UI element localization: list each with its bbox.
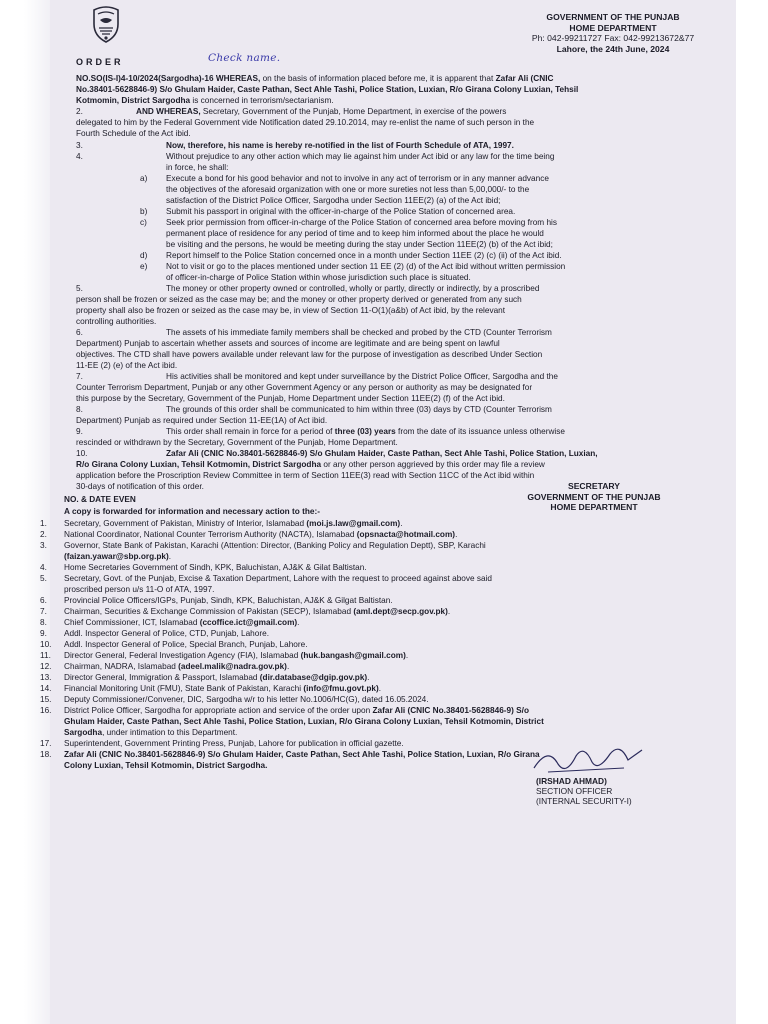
no-date-even: NO. & DATE EVEN [64,495,136,504]
para-1-line-2: No.38401-5628846-9) S/o Ghulam Haider, Caste Pathan, Sect Ahle Tashi, Police Station, Luxian, R/o Girana Colony Luxian, Tehsil [76,85,579,94]
recipient-3: Governor, State Bank of Pakistan, Karachi (Attention: Director, (Banking Policy and Regulation Deptt), SBP, Karachi [64,541,486,550]
para-7-number: 7. [76,372,83,381]
recipient-tail: . [455,530,458,539]
recipient-text: Director General, Immigration & Passport, Islamabad [64,673,260,682]
recipient-16 [64,706,529,716]
recipient-10: Addl. Inspector General of Police, Special Branch, Punjab, Lahore. [64,640,308,649]
para-10-address: R/o Girana Colony Luxian, Tehsil Kotmomin, District Sargodha [76,460,322,469]
para-6-line-1: The assets of his immediate family members shall be checked and probed by the CTD (Counter Terrorism [166,328,552,337]
recipient-12 [64,662,289,672]
para-2-text: Secretary, Government of the Punjab, Home Department, in exercise of the powers [200,107,507,116]
recipient-bold: Sargodha [64,728,103,737]
para-10-text: or any other person aggrieved by this order may file a review [321,460,545,469]
accused-name: Zafar Ali (CNIC [495,74,554,83]
recipient-text: National Coordinator, National Counter Terrorism Authority (NACTA), Islamabad [64,530,357,539]
recipient-9-number: 9. [40,629,47,638]
recipient-13-number: 13. [40,673,52,682]
para-1-line-3 [76,96,334,106]
recipient-tail: . [405,651,409,660]
clause-e-line-1: Not to visit or go to the places mentioned under section 11 EE (2) (d) of the Act ibid without written permission [166,262,566,271]
para-8-number: 8. [76,405,83,414]
recipient-email: (adeel.malik@nadra.gov.pk) [178,662,287,671]
contact-line: Ph: 042-99211727 Fax: 042-99213672&77 [531,33,695,43]
para-10-line-1: Zafar Ali (CNIC No.38401-5628846-9) S/o Ghulam Haider, Caste Pathan, Sect Ahle Tashi, Police Station, Luxian, [166,449,598,458]
recipient-5-line-2: proscribed person u/s 11-O of ATA, 1997. [64,585,215,594]
para-10-line-4: 30-days of notification of this order. [76,482,204,491]
recipient-14-number: 14. [40,684,52,693]
para-10-line-3: application before the Proscription Review Committee in term of Section 11EE(3) read with Section 11CC of the Act ibid within [76,471,535,480]
recipient-text: Chairman, Securities & Exchange Commission of Pakistan (SECP), Islamabad [64,607,354,616]
recipient-tail: . [297,618,300,627]
copy-forwarded-intro: A copy is forwarded for information and necessary action to the:- [64,507,320,516]
recipient-12-number: 12. [40,662,52,671]
officer-unit: (INTERNAL SECURITY-I) [536,796,632,806]
clause-c-line-1: Seek prior permission from officer-in-charge of the Police Station of concerned area before moving from his [166,218,557,227]
recipient-4-number: 4. [40,563,47,572]
date-line: Lahore, the 24th June, 2024 [556,43,670,54]
recipient-tail: . [447,607,451,616]
section-officer-block [536,776,656,806]
order-title: ORDER [76,57,124,67]
para-4-line-2: in force, he shall: [166,163,229,172]
clause-e-line-2: of officer-in-charge of Police Station within whose jurisdiction such place is situated. [166,273,471,282]
clause-b-line-1: Submit his passport in original with the officer-in-charge of the Police Station of concerned area. [166,207,516,216]
scan-edge [24,0,50,1024]
recipient-11 [64,651,408,661]
district-text: Kotmomin, District Sargodha [76,96,191,105]
secretary-dept: HOME DEPARTMENT [550,502,638,512]
handwritten-note: Check name. [208,52,281,64]
recipient-8-number: 8. [40,618,47,627]
govt-line: GOVERNMENT OF THE PUNJAB [546,12,680,22]
recipient-5-number: 5. [40,574,47,583]
recipient-7 [64,607,450,617]
recipient-3-number: 3. [40,541,47,550]
recipient-text: Chief Commissioner, ICT, Islamabad [64,618,200,627]
para-9-line-1 [166,427,565,437]
recipient-14 [64,684,381,694]
para-6-number: 6. [76,328,83,337]
clause-b-label: b) [140,207,148,216]
recipient-4: Home Secretaries Government of Sindh, KPK, Baluchistan, AJ&K & Gilat Baltistan. [64,563,367,572]
para-5-line-1: The money or other property owned or controlled, wholly or partly, directly or indirectly, by a proscribed [166,284,540,293]
recipient-email: (dir.database@dgip.gov.pk) [259,673,368,682]
para-5-line-3: property shall also be frozen or seized as the case may be, in view of Section 11-O(1)(a&b) of Act ibid, by the relevant [76,306,506,315]
para-6-line-2: Department) Punjab to ascertain whether assets and sources of income are legitimate and are being spent on lawful [76,339,500,348]
para-2-number: 2. [76,107,83,116]
secretary-govt: GOVERNMENT OF THE PUNJAB [527,491,661,502]
recipient-1 [64,519,402,529]
clause-a-line-3: satisfaction of the District Police Officer, Sargodha under Section 11EE(2) (a) of the Act ibid; [166,196,501,205]
recipient-17: Superintendent, Government Printing Press, Punjab, Lahore for publication in official gazette. [64,739,404,748]
clause-a-line-1: Execute a bond for his good behavior and not to involve in any act of terrorism or in any manner advance [166,174,549,183]
punjab-emblem-icon [88,4,124,44]
clause-d-label: d) [140,251,148,260]
para-6-line-3: objectives. The CTD shall have powers available under relevant law for the purpose of investigation as described Under Section [76,350,543,359]
para-7-line-2: Counter Terrorism Department, Punjab or any other Government Agency or any person or authority as may be designated for [76,383,533,392]
recipient-tail: . [400,519,403,528]
recipient-8 [64,618,299,628]
para-7-line-3: this purpose by the Secretary, Government of the Punjab, Home Department under Section 11EE(2) (f) of the Act ibid. [76,394,505,403]
recipient-18: Zafar Ali (CNIC No.38401-5628846-9) S/o Ghulam Haider, Caste Pathan, Sect Ahle Tashi, Police Station, Luxian, R/o Girana [64,750,540,759]
para-5-number: 5. [76,284,83,293]
clause-c-label: c) [140,218,147,227]
recipient-6: Provincial Police Officers/IGPs, Punjab, Sindh, KPK, Baluchistan, AJ&K & Gilgat Baltistan. [64,596,393,605]
para-4-number: 4. [76,152,83,161]
para-1-text: on the basis of information placed before me, it is apparent that [260,74,496,83]
para-4-line-1: Without prejudice to any other action which may lie against him under Act ibid or any law for the time being [166,152,555,161]
para-6-line-4: 11-EE (2) (e) of the Act ibid. [76,361,178,370]
recipient-email: (ccoffice.ict@gmail.com) [199,618,298,627]
officer-name: (IRSHAD AHMAD) [536,776,607,786]
recipient-tail: . [286,662,290,671]
para-1-line-1 [76,74,553,84]
para-10-line-2 [76,460,545,470]
recipient-17-number: 17. [40,739,52,748]
recipient-email: (huk.bangash@gmail.com) [300,651,406,660]
recipient-7-number: 7. [40,607,47,616]
recipient-2-number: 2. [40,530,47,539]
secretary-title: SECRETARY [567,481,621,491]
recipient-tail: , under intimation to this Department. [102,728,238,737]
clause-a-line-2: the objectives of the aforesaid organization with one or more sureties not less than 5,00,000/- to the [166,185,530,194]
recipient-16-number: 16. [40,706,52,715]
para-9-line-2: rescinded or withdrawn by the Secretary, Government of the Punjab, Home Department. [76,438,398,447]
recipient-5: Secretary, Govt. of the Punjab, Excise & Taxation Department, Lahore with the request to proceed against above said [64,574,493,583]
para-1-tail: is concerned in terrorism/sectarianism. [190,96,334,105]
para-8-line-1: The grounds of this order shall be communicated to him within three (03) days by CTD (Counter Terrorism [166,405,552,414]
para-2-line-1 [136,107,506,117]
para-9-text-a: This order shall remain in force for a period of [166,427,335,436]
officer-signature [528,742,648,778]
recipient-email: (faizan.yawar@sbp.org.pk) [64,552,169,561]
recipient-16-line-2: Ghulam Haider, Caste Pathan, Sect Ahle Tashi, Police Station, Luxian, R/o Girana Colony Luxian, Tehsil Kotmomin, District [64,717,544,726]
recipient-11-number: 11. [40,651,51,660]
para-7-line-1: His activities shall be monitored and kept under surveillance by the District Police Officer, Sargodha and the [166,372,558,381]
letterhead [498,12,728,54]
clause-e-label: e) [140,262,148,271]
recipient-bold: Zafar Ali (CNIC No.38401-5628846-9) S/o [372,706,529,715]
recipient-email: (aml.dept@secp.gov.pk) [353,607,448,616]
para-2-lead: AND WHEREAS, [136,107,201,116]
recipient-10-number: 10. [40,640,52,649]
recipient-15-number: 15. [40,695,52,704]
recipient-text: District Police Officer, Sargodha for appropriate action and service of the order upon [64,706,373,715]
recipient-email: (moi.js.law@gmail.com) [306,519,401,528]
recipient-tail: . [367,673,370,682]
para-9-number: 9. [76,427,83,436]
recipient-18-number: 18. [40,750,52,759]
recipient-text: Financial Monitoring Unit (FMU), State Bank of Pakistan, Karachi [64,684,304,693]
recipient-tail: . [168,552,172,561]
para-2-line-2: delegated to him by the Federal Government vide Notification dated 29.10.2014, may re-enlist the name of such person in the [76,118,535,127]
department-line: HOME DEPARTMENT [569,22,657,33]
para-5-line-4: controlling authorities. [76,317,157,326]
recipient-3-line-2 [64,552,171,562]
para-3-text: Now, therefore, his name is hereby re-notified in the list of Fourth Schedule of ATA, 1997. [166,141,514,150]
para-9-text-c: from the date of its issuance unless otherwise [395,427,565,436]
clause-c-line-2: permanent place of residence for any period of time and to keep him informed about the place he would [166,229,544,238]
recipient-15: Deputy Commissioner/Convener, DIC, Sargodha w/r to his letter No.1006/HC(G), dated 16.05.2024. [64,695,429,704]
para-10-number: 10. [76,449,88,458]
recipient-email: (opsnacta@hotmail.com) [356,530,456,539]
recipient-9: Addl. Inspector General of Police, CTD, Punjab, Lahore. [64,629,269,638]
clause-a-label: a) [140,174,148,183]
officer-title: SECTION OFFICER [536,786,613,796]
recipient-1-number: 1. [40,519,47,528]
para-5-line-2: person shall be frozen or seized as the case may be; and the money or other property derived or generated from any such [76,295,522,304]
order-reference: NO.SO(IS-I)4-10/2024(Sargodha)-16 WHEREAS, [76,74,261,83]
clause-c-line-3: be visiting and the persons, he would be meeting during the stay under Section 11EE(2) (b) of the Act ibid; [166,240,553,249]
recipient-tail: . [378,684,382,693]
recipient-13 [64,673,369,683]
recipient-2 [64,530,457,540]
clause-d-line-1: Report himself to the Police Station concerned once in a month under Section 11EE (2) (c) (ii) of the Act ibid. [166,251,562,260]
secretary-signature-block [494,481,694,513]
recipient-email: (info@fmu.govt.pk) [303,684,379,693]
recipient-text: Director General, Federal Investigation Agency (FIA), Islamabad [64,651,301,660]
para-2-line-3: Fourth Schedule of the Act ibid. [76,129,191,138]
recipient-text: Secretary, Government of Pakistan, Ministry of Interior, Islamabad [64,519,307,528]
para-8-line-2: Department) Punjab as required under Section 11-EE(1A) of Act ibid. [76,416,328,425]
para-3-number: 3. [76,141,83,150]
recipient-text: Chairman, NADRA, Islamabad [64,662,179,671]
recipient-18-line-2: Colony Luxian, Tehsil Kotmomin, District Sargodha. [64,761,268,770]
validity-period: three (03) years [334,427,396,436]
recipient-16-line-3 [64,728,237,738]
recipient-6-number: 6. [40,596,47,605]
